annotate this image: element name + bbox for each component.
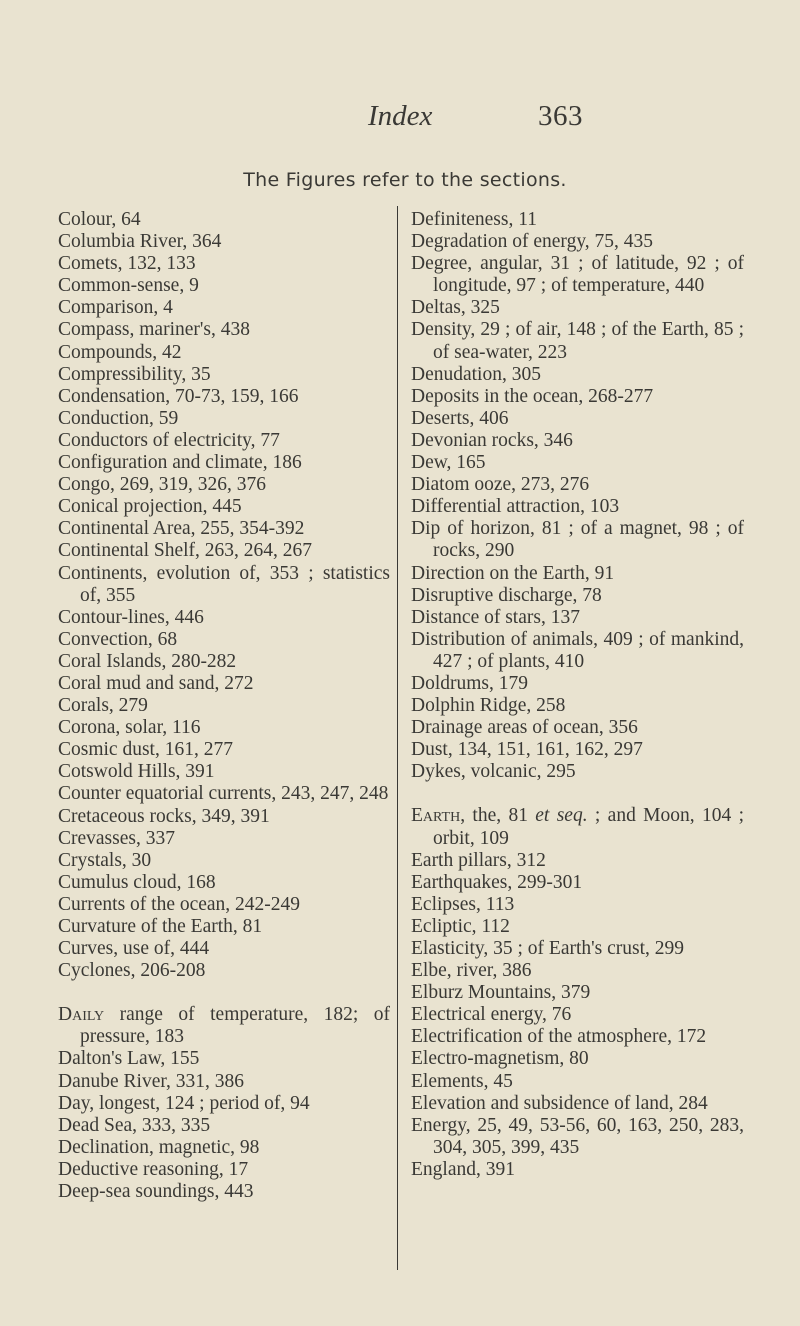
index-entry: Distribution of animals, 409 ; of mankind, 427 ; of plants, 410: [411, 628, 744, 672]
index-entry: Congo, 269, 319, 326, 376: [58, 474, 267, 496]
index-entry: Coral Islands, 280-282: [58, 650, 237, 672]
index-entry: Deltas, 325: [411, 297, 500, 319]
index-group-d: [58, 1048, 390, 1203]
index-entry: Disruptive discharge, 78: [411, 584, 602, 606]
index-entry: Dalton's Law, 155: [58, 1048, 200, 1070]
page-number: 363: [538, 100, 583, 132]
index-entry: Dust, 134, 151, 161, 162, 297: [411, 739, 643, 761]
index-entry: Elbe, river, 386: [411, 960, 532, 982]
index-entry: Eclipses, 113: [411, 893, 515, 915]
index-entry: Degradation of energy, 75, 435: [411, 231, 654, 253]
index-entry-daily: [58, 1004, 390, 1048]
index-entry: Doldrums, 179: [411, 672, 528, 694]
index-entry: Colour, 64: [58, 209, 141, 230]
index-entry: Danube River, 331, 386: [58, 1070, 245, 1092]
index-entry: Deserts, 406: [411, 407, 509, 429]
index-entry: Common-sense, 9: [58, 275, 199, 297]
index-entry: Electro-magnetism, 80: [411, 1048, 589, 1070]
entry-lead-word: Earth: [411, 805, 461, 827]
index-entry: Diatom ooze, 273, 276: [411, 474, 590, 496]
index-entry: Energy, 25, 49, 53-56, 60, 163, 250, 283, 304, 305, 399, 435: [411, 1114, 744, 1158]
index-entry: Compass, mariner's, 438: [58, 319, 250, 341]
index-column-right: [411, 209, 744, 1181]
index-entry: Continental Shelf, 263, 264, 267: [58, 540, 313, 562]
index-entry: Denudation, 305: [411, 363, 541, 385]
index-column-left: [58, 209, 390, 1203]
entry-text: , the, 81: [460, 805, 536, 827]
index-entry: Conductors of electricity, 77: [58, 429, 280, 451]
group-spacer: [411, 783, 744, 805]
index-entry: Convection, 68: [58, 628, 178, 650]
index-entry: Earthquakes, 299-301: [411, 871, 583, 893]
index-entry: Currents of the ocean, 242-249: [58, 893, 301, 915]
entry-lead-word: Daily: [58, 1004, 105, 1026]
index-entry: Conduction, 59: [58, 407, 179, 429]
index-entry: Configuration and climate, 186: [58, 452, 302, 474]
index-entry: Density, 29 ; of air, 148 ; of the Earth, 85 ; of sea-water, 223: [411, 319, 744, 363]
index-entry: Dolphin Ridge, 258: [411, 695, 566, 717]
index-entry: Dew, 165: [411, 452, 486, 474]
index-entry: Electrification of the atmosphere, 172: [411, 1026, 707, 1048]
index-entry: Earth pillars, 312: [411, 849, 546, 871]
index-entry: Compressibility, 35: [58, 363, 211, 385]
index-entry: Comparison, 4: [58, 297, 173, 319]
index-entry: Counter equatorial currents, 243, 247, 248: [58, 783, 389, 805]
index-entry: Compounds, 42: [58, 341, 182, 363]
index-group-d-continued: [411, 209, 744, 783]
index-entry: Columbia River, 364: [58, 231, 222, 253]
index-entry: Coral mud and sand, 272: [58, 672, 254, 694]
index-entry: Cyclones, 206-208: [58, 960, 206, 982]
index-entry: Dead Sea, 333, 335: [58, 1114, 211, 1136]
index-group-e: [411, 850, 744, 1181]
index-entry: Dykes, volcanic, 295: [411, 761, 576, 783]
index-entry: Declination, magnetic, 98: [58, 1136, 260, 1158]
index-entry: Elevation and subsidence of land, 284: [411, 1092, 708, 1114]
index-entry: Comets, 132, 133: [58, 253, 196, 275]
index-entry: Definiteness, 11: [411, 209, 537, 230]
index-entry: Direction on the Earth, 91: [411, 562, 615, 584]
index-entry: Corona, solar, 116: [58, 717, 201, 739]
index-entry: Differential attraction, 103: [411, 496, 620, 518]
index-entry: Cosmic dust, 161, 277: [58, 739, 233, 761]
index-entry: Cotswold Hills, 391: [58, 761, 215, 783]
index-entry-earth: [411, 805, 744, 849]
index-entry: Contour-lines, 446: [58, 606, 204, 628]
running-header: [0, 100, 800, 140]
group-spacer: [58, 982, 390, 1004]
index-entry: Elasticity, 35 ; of Earth's crust, 299: [411, 938, 685, 959]
index-entry: Cumulus cloud, 168: [58, 871, 216, 893]
running-title: Index: [368, 100, 433, 132]
index-entry: Crystals, 30: [58, 849, 152, 871]
index-entry: Electrical energy, 76: [411, 1004, 572, 1026]
section-note: The Figures refer to the sections.: [243, 169, 567, 191]
index-entry: Drainage areas of ocean, 356: [411, 717, 638, 739]
index-entry: Continental Area, 255, 354-392: [58, 518, 305, 540]
index-entry: Curvature of the Earth, 81: [58, 916, 263, 937]
index-entry: Condensation, 70-73, 159, 166: [58, 385, 299, 407]
index-entry: Curves, use of, 444: [58, 938, 210, 960]
index-entry: Devonian rocks, 346: [411, 429, 573, 451]
index-entry: Elements, 45: [411, 1070, 513, 1092]
index-group-c: [58, 209, 390, 982]
index-entry: Ecliptic, 112: [411, 915, 510, 937]
index-entry: England, 391: [411, 1158, 515, 1180]
index-entry: Deep-sea soundings, 443: [58, 1181, 254, 1203]
index-entry: Day, longest, 124 ; period of, 94: [58, 1092, 310, 1114]
entry-text: ; and Moon, 104 ; orbit, 109: [433, 805, 744, 849]
index-entry: Crevasses, 337: [58, 827, 175, 849]
index-entry: Deductive reasoning, 17: [58, 1158, 249, 1180]
entry-text: range of temperature, 182; of pressure, 183: [80, 1004, 390, 1048]
index-entry: Corals, 279: [58, 695, 148, 717]
index-entry: Degree, angular, 31 ; of latitude, 92 ; of longitude, 97 ; of temperature, 440: [411, 253, 744, 297]
index-entry: Distance of stars, 137: [411, 606, 580, 628]
column-divider: [397, 206, 398, 1270]
index-entry: Cretaceous rocks, 349, 391: [58, 805, 270, 827]
index-entry: Elburz Mountains, 379: [411, 982, 591, 1004]
index-entry: Conical projection, 445: [58, 496, 242, 518]
index-entry: Dip of horizon, 81 ; of a magnet, 98 ; of rocks, 290: [411, 518, 744, 562]
index-entry: Continents, evolution of, 353 ; statistics of, 355: [58, 562, 390, 606]
index-entry: Deposits in the ocean, 268-277: [411, 385, 654, 407]
entry-italic-text: et seq.: [535, 805, 588, 827]
